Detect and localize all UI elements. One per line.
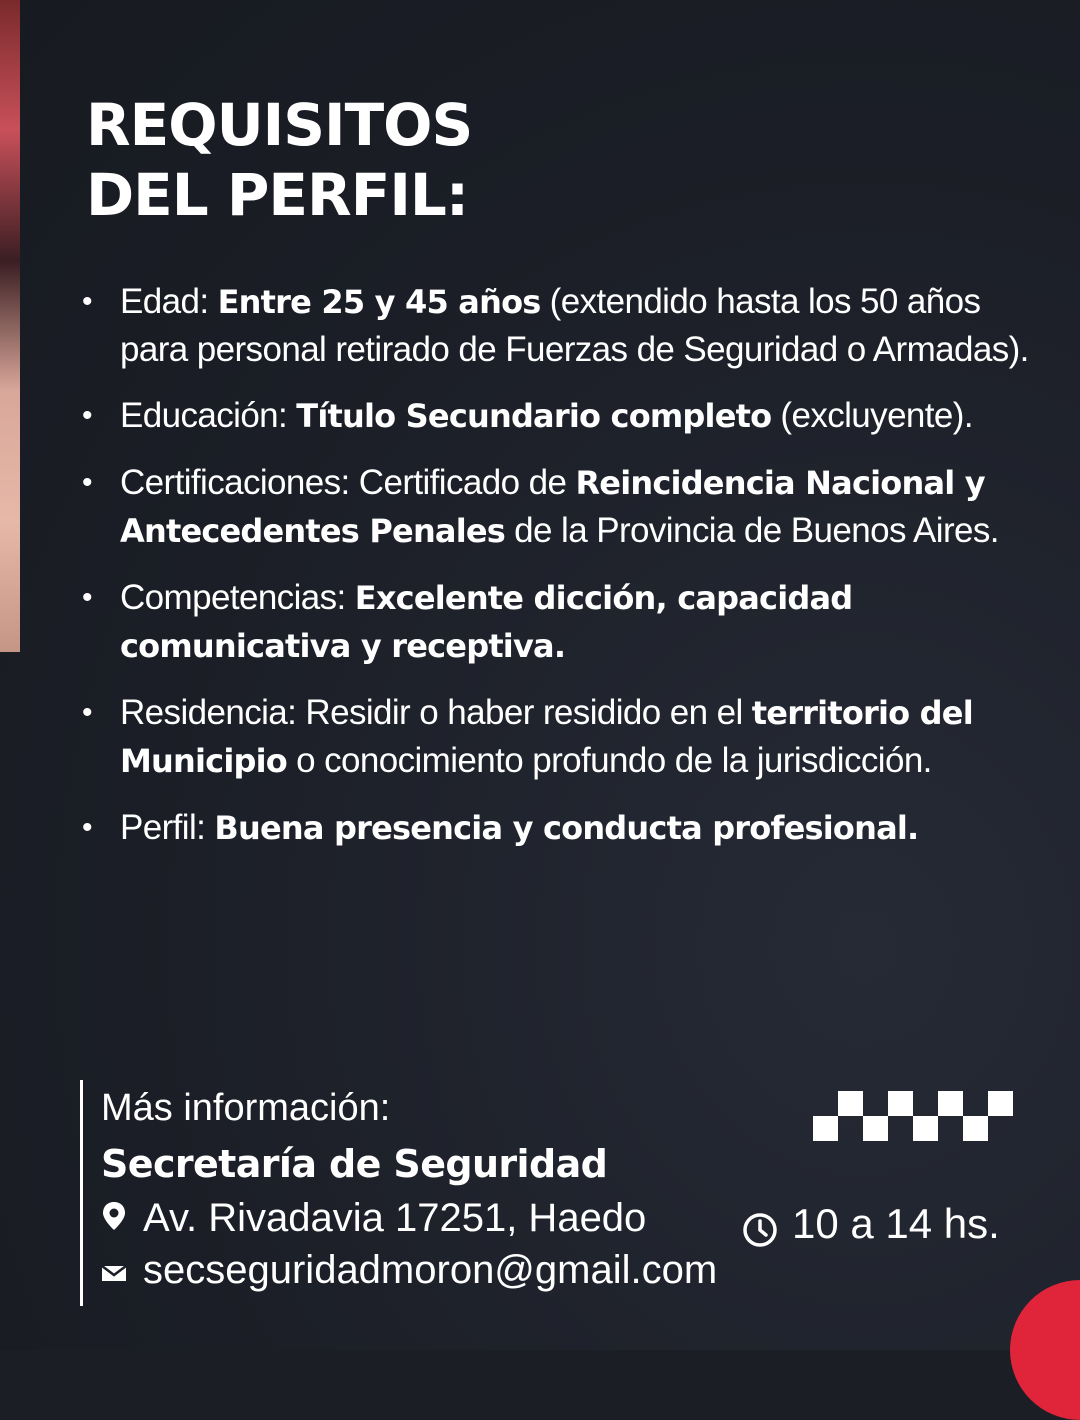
requirement-highlight: territorio del Municipio	[120, 694, 973, 780]
requirement-age	[80, 278, 1030, 373]
requirement-certifications	[80, 459, 1030, 555]
requirement-text: (excluyente).	[771, 396, 973, 435]
contact-info	[80, 1080, 717, 1306]
bullet-icon: •	[82, 399, 92, 432]
email-row[interactable]	[101, 1244, 717, 1296]
bullet-icon: •	[82, 811, 92, 844]
requirement-text: Educación:	[120, 396, 297, 435]
title-line-2: DEL PERFIL:	[86, 161, 469, 229]
photo-edge	[0, 0, 20, 652]
requirement-competencies	[80, 574, 1030, 670]
requirements-list	[80, 278, 1030, 871]
requirement-text: de la Provincia de Buenos Aires.	[505, 511, 999, 550]
requirement-text: Perfil:	[120, 808, 215, 847]
requirement-text: Edad:	[120, 282, 218, 321]
address-row	[101, 1192, 717, 1244]
bullet-icon: •	[82, 285, 92, 318]
requirement-highlight: Excelente dicción, capacidad comunicativa y receptiva.	[120, 579, 853, 665]
requirement-highlight: Título Secundario completo	[296, 397, 772, 435]
requirement-education	[80, 392, 1030, 440]
location-pin-icon	[101, 1192, 131, 1244]
requirement-text: o conocimiento profundo de la jurisdicción.	[286, 741, 932, 780]
requirement-text: Residencia: Residir o haber residido en el	[120, 693, 752, 732]
hours-text: 10 a 14 hs.	[792, 1200, 1000, 1247]
more-info-label: Más información:	[101, 1087, 391, 1129]
title-line-1: REQUISITOS	[86, 91, 473, 159]
requirement-residence	[80, 689, 1030, 785]
envelope-icon	[101, 1244, 131, 1296]
requirement-profile	[80, 804, 1030, 852]
bullet-icon: •	[82, 696, 92, 729]
bullet-icon: •	[82, 581, 92, 614]
requirement-highlight: Entre 25 y 45 años	[217, 283, 541, 321]
requirement-text: Certificaciones: Certificado de	[120, 463, 576, 502]
requirement-text: Competencias:	[120, 578, 355, 617]
requirement-highlight: Buena presencia y conducta profesional.	[214, 809, 919, 847]
email-link[interactable]: secseguridadmoron@gmail.com	[143, 1248, 718, 1292]
checkered-pattern-icon	[813, 1091, 1013, 1141]
requirement-highlight: Reincidencia Nacional y Antecedentes Penales	[120, 464, 985, 550]
address-text: Av. Rivadavia 17251, Haedo	[143, 1196, 647, 1240]
organization-name: Secretaría de Seguridad	[101, 1142, 608, 1186]
clock-icon	[742, 1206, 778, 1242]
page-title	[86, 91, 473, 229]
hours-row	[742, 1196, 1000, 1252]
requirement-text: (extendido hasta los 50 años para personal retirado de Fuerzas de Seguridad o Armadas).	[120, 282, 1029, 369]
bullet-icon: •	[82, 466, 92, 499]
